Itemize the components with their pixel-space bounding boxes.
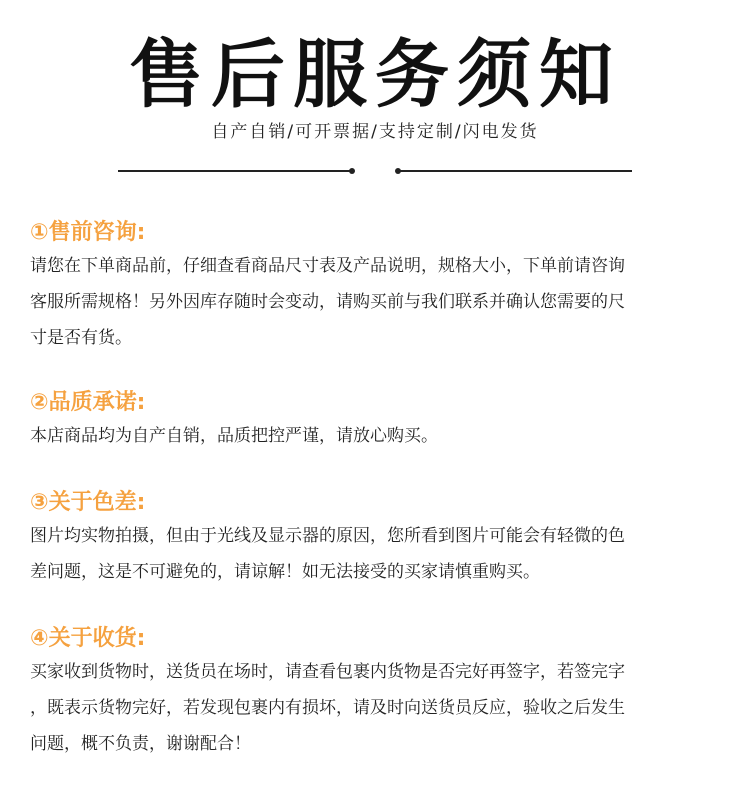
body-line: 请您在下单商品前，仔细查看商品尺寸表及产品说明，规格大小，下单前请咨询 xyxy=(30,256,625,276)
body-line: 寸是否有货。 xyxy=(30,328,132,348)
body-line: ，既表示货物完好，若发现包裹内有损坏，请及时向送货员反应，验收之后发生 xyxy=(30,698,625,718)
divider-right xyxy=(398,170,632,172)
section-body xyxy=(30,518,720,590)
section-quality-promise xyxy=(30,388,720,454)
section-body xyxy=(30,418,720,454)
section-body xyxy=(30,248,720,356)
section-heading: ③关于色差: xyxy=(30,490,146,515)
section-color-difference xyxy=(30,488,720,590)
section-heading: ①售前咨询: xyxy=(30,220,146,245)
page-subtitle: 自产自销/可开票据/支持定制/闪电发货 xyxy=(211,122,539,142)
section-presale-consult xyxy=(30,218,720,356)
body-line: 问题，概不负责，谢谢配合！ xyxy=(30,734,251,754)
section-heading: ②品质承诺: xyxy=(30,390,146,415)
section-heading: ④关于收货: xyxy=(30,626,146,651)
body-line: 图片均实物拍摄，但由于光线及显示器的原因，您所看到图片可能会有轻微的色 xyxy=(30,526,625,546)
body-line: 本店商品均为自产自销，品质把控严谨，请放心购买。 xyxy=(30,426,438,446)
page-title: 售后服务须知 xyxy=(129,32,621,118)
body-line: 客服所需规格！另外因库存随时会变动，请购买前与我们联系并确认您需要的尺 xyxy=(30,292,625,312)
body-line: 差问题，这是不可避免的，请谅解！如无法接受的买家请慎重购买。 xyxy=(30,562,540,582)
section-receiving-goods xyxy=(30,624,720,762)
divider-left xyxy=(118,170,352,172)
body-line: 买家收到货物时，送货员在场时，请查看包裹内货物是否完好再签字，若签完字 xyxy=(30,662,625,682)
section-body xyxy=(30,654,720,762)
divider-dot-left xyxy=(349,168,355,174)
